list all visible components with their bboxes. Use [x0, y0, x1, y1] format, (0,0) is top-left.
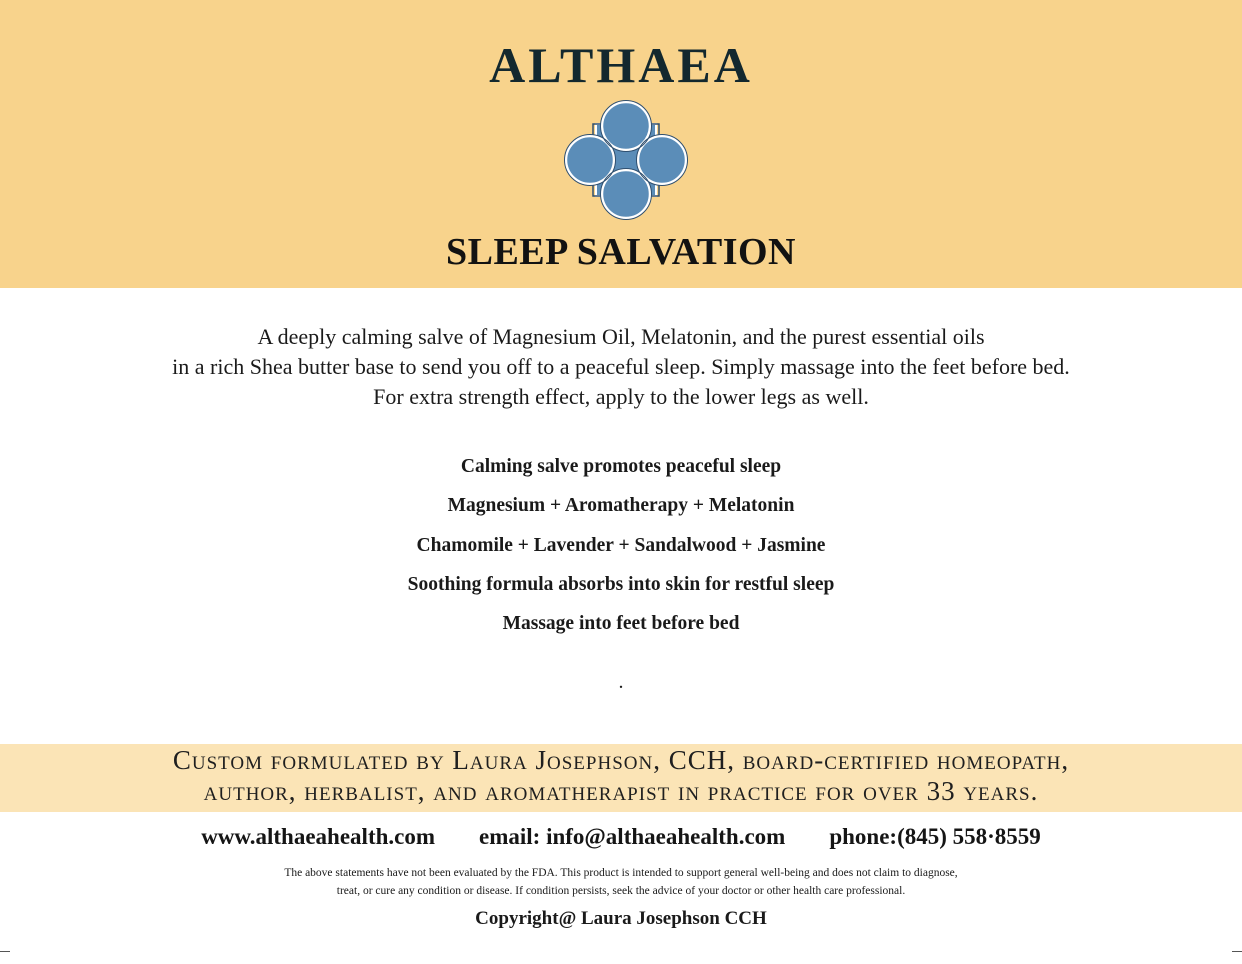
phone-number: phone:(845) 558·8559 [829, 824, 1041, 849]
feature-list [0, 453, 1242, 649]
feature-item: Massage into feet before bed [502, 613, 740, 635]
fda-disclaimer [0, 864, 1242, 900]
website-link[interactable]: www.althaeahealth.com [201, 824, 436, 849]
four-circles-logo-icon [560, 100, 692, 220]
credit-line: Custom formulated by Laura Josephson, CCH, board-certified homeopath, [172, 745, 1070, 775]
product-name: SLEEP SALVATION [445, 231, 797, 273]
contact-info [0, 822, 1242, 852]
product-description [40, 322, 1202, 412]
brand-name: ALTHAEA [489, 37, 753, 93]
credit-line: author, herbalist, and aromatherapist in practice for over 33 years. [203, 776, 1039, 806]
description-line: For extra strength effect, apply to the lower legs as well. [373, 384, 869, 409]
email-link[interactable]: email: info@althaeahealth.com [479, 824, 786, 849]
disclaimer-line: The above statements have not been evaluated by the FDA. This product is intended to support general well-being and does not claim to diagnose, [284, 867, 958, 879]
formulator-credit [0, 745, 1242, 807]
feature-item: Soothing formula absorbs into skin for restful sleep [407, 573, 835, 595]
crop-mark-left-bottom [0, 951, 10, 952]
feature-item: Chamomile + Lavender + Sandalwood + Jasmine [416, 534, 826, 556]
disclaimer-line: treat, or cure any condition or disease. If condition persists, seek the advice of your doctor or other health care professional. [336, 885, 906, 897]
separator-dot: . [618, 671, 624, 693]
description-line: A deeply calming salve of Magnesium Oil, Melatonin, and the purest essential oils [257, 324, 985, 349]
crop-mark-right-bottom [1232, 951, 1242, 952]
description-line: in a rich Shea butter base to send you off to a peaceful sleep. Simply massage into the feet before bed. [172, 354, 1070, 379]
feature-item: Magnesium + Aromatherapy + Melatonin [447, 495, 795, 517]
copyright-notice: Copyright@ Laura Josephson CCH [475, 908, 767, 929]
feature-item: Calming salve promotes peaceful sleep [460, 456, 782, 477]
